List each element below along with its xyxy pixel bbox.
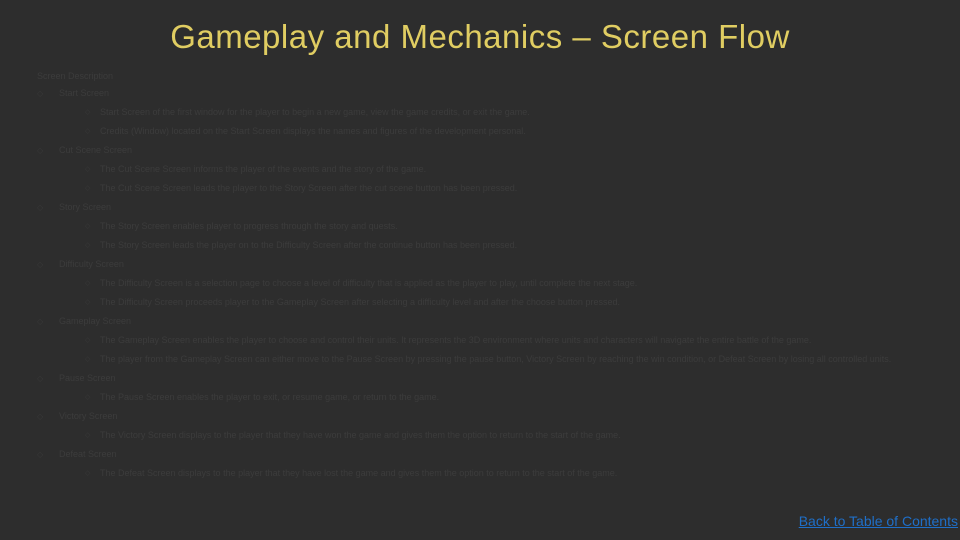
intro-text: Screen Description <box>37 71 114 81</box>
screen-name: Story Screen <box>59 202 112 212</box>
diamond-bullet-icon: ◇ <box>85 185 91 192</box>
screen-detail-text: The Cut Scene Screen leads the player to the Story Screen after the cut scene button has been pressed. <box>100 183 518 193</box>
screen-entry <box>37 202 917 251</box>
screens-container <box>37 88 917 479</box>
diamond-bullet-icon: ◇ <box>37 450 44 459</box>
screen-entry <box>37 411 917 441</box>
screen-detail-item <box>67 221 917 232</box>
diamond-bullet-icon: ◇ <box>85 356 91 363</box>
screen-detail-item <box>67 354 917 365</box>
diamond-bullet-icon: ◇ <box>85 242 91 249</box>
screen-detail-item <box>67 164 917 175</box>
screen-detail-text: The Cut Scene Screen informs the player of the events and the story of the game. <box>100 164 427 174</box>
screen-name: Victory Screen <box>59 411 118 421</box>
screen-detail-item <box>67 430 917 441</box>
screen-name: Difficulty Screen <box>59 259 124 269</box>
diamond-bullet-icon: ◇ <box>85 299 91 306</box>
screen-entry <box>37 316 917 365</box>
screen-detail-text: The Defeat Screen displays to the player that they have lost the game and gives them the option to return to the start of the game. <box>100 468 618 478</box>
diamond-bullet-icon: ◇ <box>37 317 44 326</box>
screen-entry <box>37 88 917 137</box>
diamond-bullet-icon: ◇ <box>85 394 91 401</box>
diamond-bullet-icon: ◇ <box>37 260 44 269</box>
diamond-bullet-icon: ◇ <box>85 223 91 230</box>
back-to-contents-link[interactable]: Back to Table of Contents <box>798 513 958 529</box>
screen-detail-item <box>67 240 917 251</box>
diamond-bullet-icon: ◇ <box>85 470 91 477</box>
screen-detail-item <box>67 126 917 137</box>
screen-description-list <box>37 71 917 487</box>
screen-detail-item <box>67 297 917 308</box>
diamond-bullet-icon: ◇ <box>85 166 91 173</box>
screen-detail-text: Start Screen of the first window for the player to begin a new game, view the game credits, or exit the game. <box>100 107 530 117</box>
screen-name: Defeat Screen <box>59 449 117 459</box>
diamond-bullet-icon: ◇ <box>85 109 91 116</box>
screen-detail-text: The Gameplay Screen enables the player to choose and control their units. It represents the 3D environment where units and characters will navigate the entire battle of the game. <box>100 335 812 345</box>
screen-detail-text: The Difficulty Screen proceeds player to the Gameplay Screen after selecting a difficulty level and after the choose button pressed. <box>100 297 620 307</box>
screen-entry <box>37 145 917 194</box>
diamond-bullet-icon: ◇ <box>85 128 91 135</box>
screen-name: Pause Screen <box>59 373 116 383</box>
screen-detail-item <box>67 107 917 118</box>
screen-entry <box>37 373 917 403</box>
screen-detail-text: The Victory Screen displays to the player that they have won the game and gives them the option to return to the start of the game. <box>100 430 621 440</box>
diamond-bullet-icon: ◇ <box>85 337 91 344</box>
screen-detail-text: The player from the Gameplay Screen can either move to the Pause Screen by pressing the pause button, Victory Screen by reaching the win condition, or Defeat Screen by losing all controlled units. <box>100 354 892 364</box>
diamond-bullet-icon: ◇ <box>37 374 44 383</box>
diamond-bullet-icon: ◇ <box>37 146 44 155</box>
screen-name: Start Screen <box>59 88 110 98</box>
screen-name: Gameplay Screen <box>59 316 132 326</box>
screen-entry <box>37 449 917 479</box>
diamond-bullet-icon: ◇ <box>37 89 44 98</box>
screen-detail-item <box>67 392 917 403</box>
diamond-bullet-icon: ◇ <box>85 280 91 287</box>
diamond-bullet-icon: ◇ <box>37 203 44 212</box>
slide-title: Gameplay and Mechanics – Screen Flow <box>170 18 790 55</box>
screen-detail-text: Credits (Window) located on the Start Screen displays the names and figures of the development personal. <box>100 126 526 136</box>
screen-detail-item <box>67 335 917 346</box>
screen-entry <box>37 259 917 308</box>
diamond-bullet-icon: ◇ <box>85 432 91 439</box>
screen-detail-text: The Difficulty Screen is a selection page to choose a level of difficulty that is applied as the player to play, until complete the next stage. <box>100 278 638 288</box>
screen-detail-text: The Pause Screen enables the player to exit, or resume game, or return to the game. <box>100 392 440 402</box>
screen-detail-text: The Story Screen leads the player on to the Difficulty Screen after the continue button has been pressed. <box>100 240 518 250</box>
screen-detail-item <box>67 278 917 289</box>
screen-detail-item <box>67 183 917 194</box>
screen-detail-item <box>67 468 917 479</box>
screen-detail-text: The Story Screen enables player to progress through the story and quests. <box>100 221 398 231</box>
diamond-bullet-icon: ◇ <box>37 412 44 421</box>
screen-name: Cut Scene Screen <box>59 145 133 155</box>
